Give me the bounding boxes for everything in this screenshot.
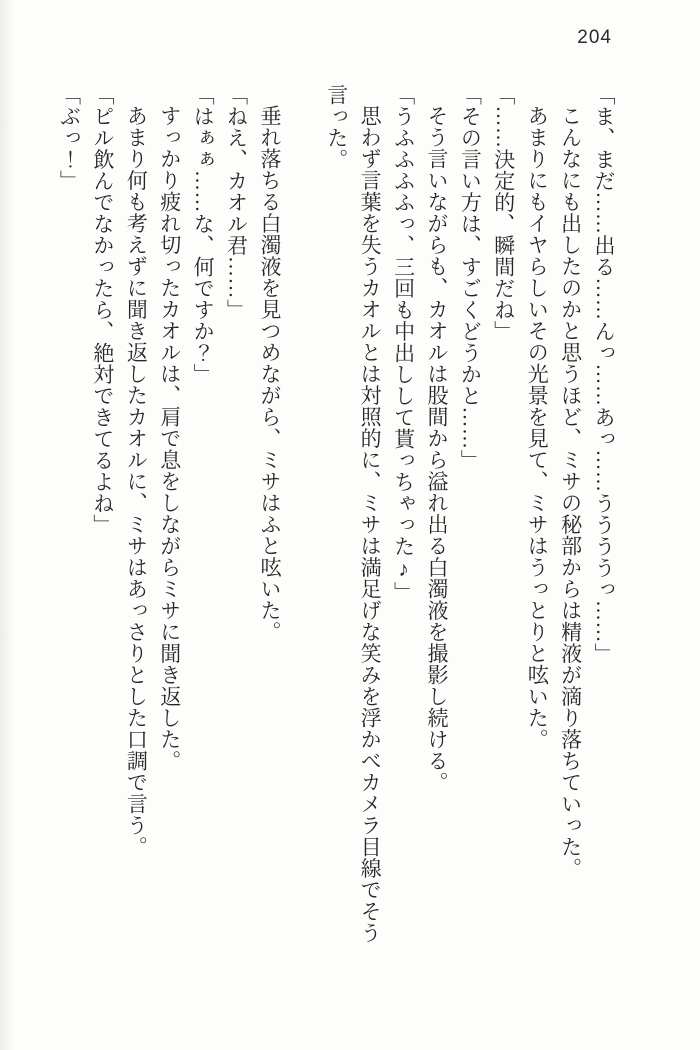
text-line: 垂れ落ちる白濁液を見つめながら、ミサはふと呟いた。 <box>257 105 282 643</box>
text-line: 「その言い方は、すごくどうかと……」 <box>458 84 483 471</box>
text-line: 「ぶっ！」 <box>57 84 82 192</box>
text-line: あまり何も考えずに聞き返したカオルに、ミサはあっさりとした口調で言う。 <box>124 105 149 858</box>
text-line: 「……決定的、瞬間だね」 <box>491 84 516 342</box>
text-line: 思わず言葉を失うカオルとは対照的に、ミサは満足げな笑みを浮かべカメラ目線でそう <box>358 105 383 944</box>
text-line: 「うふふふふっ、三回も中出しして貰っちゃった♪」 <box>391 84 416 603</box>
text-line: あまりにもイヤらしいその光景を見て、ミサはうっとりと呟いた。 <box>525 105 550 750</box>
page-number: 204 <box>577 27 612 48</box>
blank-line <box>286 84 319 958</box>
text-line: 「ねえ、カオル君……」 <box>224 84 249 321</box>
text-line: 「ま、まだ……出る……んっ……あっ……ううううっ……」 <box>592 84 616 665</box>
text-line: そう言いながらも、カオルは股間から溢れ出る白濁液を撮影し続ける。 <box>424 105 449 793</box>
vertical-text-block <box>52 84 620 958</box>
text-line: 「ピル飲んでなかったら、絶対できてるよね」 <box>90 84 115 536</box>
page-edge-shading <box>0 0 14 1050</box>
text-line: すっかり疲れ切ったカオルは、肩で息をしながらミサに聞き返した。 <box>157 105 182 772</box>
text-line: こんなにも出したのかと思うほど、ミサの秘部からは精液が滴り落ちていった。 <box>558 105 583 879</box>
text-line: 言った。 <box>324 84 349 170</box>
text-line: 「はぁぁ……な、何ですか？」 <box>191 84 216 385</box>
